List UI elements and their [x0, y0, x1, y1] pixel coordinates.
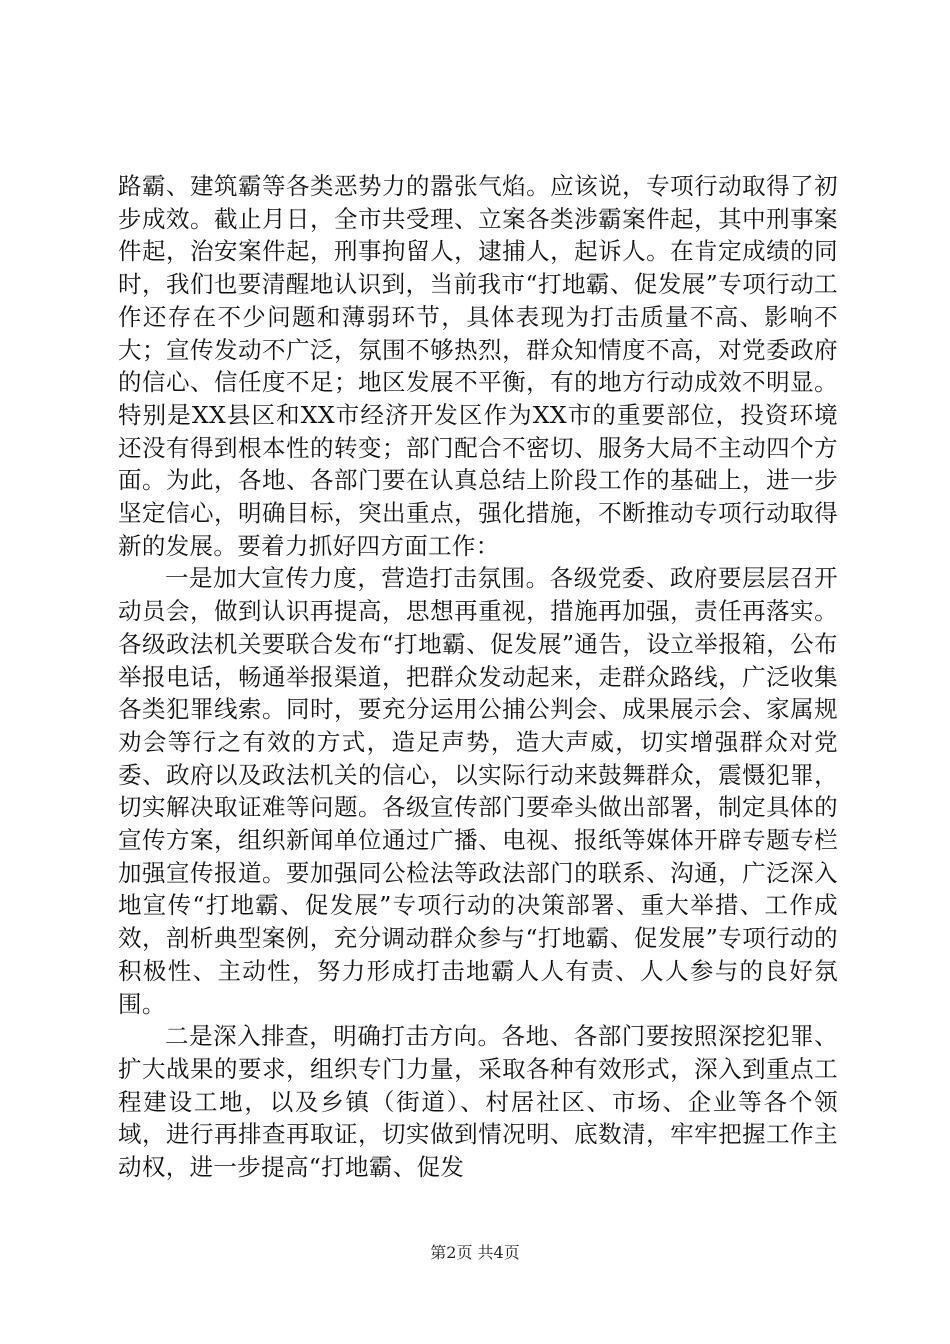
paragraph-1: 路霸、建筑霸等各类恶势力的嚣张气焰。应该说，专项行动取得了初步成效。截止月日，全市共受理、立案各类涉霸案件起，其中刑事案件起，治安案件起，刑事拘留人，逮捕人，起诉人。在肯定成绩的同时，我们也要清醒地认识到，当前我市“打地霸、促发展”专项行动工作还存在不少问题和薄弱环节，具体表现为打击质量不高、影响不大；宣传发动不广泛，氛围不够热烈，群众知情度不高，对党委政府的信心、信任度不足；地区发展不平衡，有的地方行动成效不明显。特别是XX县区和XX市经济开发区作为XX市的重要部位，投资环境还没有得到根本性的转变；部门配合不密切、服务大局不主动四个方面。为此，各地、各部门要在认真总结上阶段工作的基础上，进一步坚定信心，明确目标，突出重点，强化措施，不断推动专项行动取得新的发展。要着力抓好四方面工作：	[118, 172, 838, 560]
document-body	[118, 170, 838, 1184]
paragraph-2: 一是加大宣传力度，营造打击氛围。各级党委、政府要层层召开动员会，做到认识再提高，思想再重视，措施再加强，责任再落实。各级政法机关要联合发布“打地霸、促发展”通告，设立举报箱，公布举报电话，畅通举报渠道，把群众发动起来，走群众路线，广泛收集各类犯罪线索。同时，要充分运用公捕公判会、成果展示会、家属规劝会等行之有效的方式，造足声势，造大声威，切实增强群众对党委、政府以及政法机关的信心，以实际行动来鼓舞群众，震慑犯罪，切实解决取证难等问题。各级宣传部门要牵头做出部署，制定具体的宣传方案，组织新闻单位通过广播、电视、报纸等媒体开辟专题专栏加强宣传报道。要加强同公检法等政法部门的联系、沟通，广泛深入地宣传“打地霸、促发展”专项行动的决策部署、重大举措、工作成效，剖析典型案例，充分调动群众参与“打地霸、促发展”专项行动的积极性、主动性，努力形成打击地霸人人有责、人人参与的良好氛围。	[118, 564, 838, 1018]
page-footer	[0, 1240, 950, 1263]
page-number-label: 第2页 共4页	[430, 1243, 520, 1262]
paragraph-3: 二是深入排查，明确打击方向。各地、各部门要按照深挖犯罪、扩大战果的要求，组织专门力量，采取各种有效形式，深入到重点工程建设工地，以及乡镇（街道）、村居社区、市场、企业等各个领域，进行再排查再取证，切实做到情况明、底数清，牢牢把握工作主动权，进一步提高“打地霸、促发	[118, 1022, 838, 1182]
